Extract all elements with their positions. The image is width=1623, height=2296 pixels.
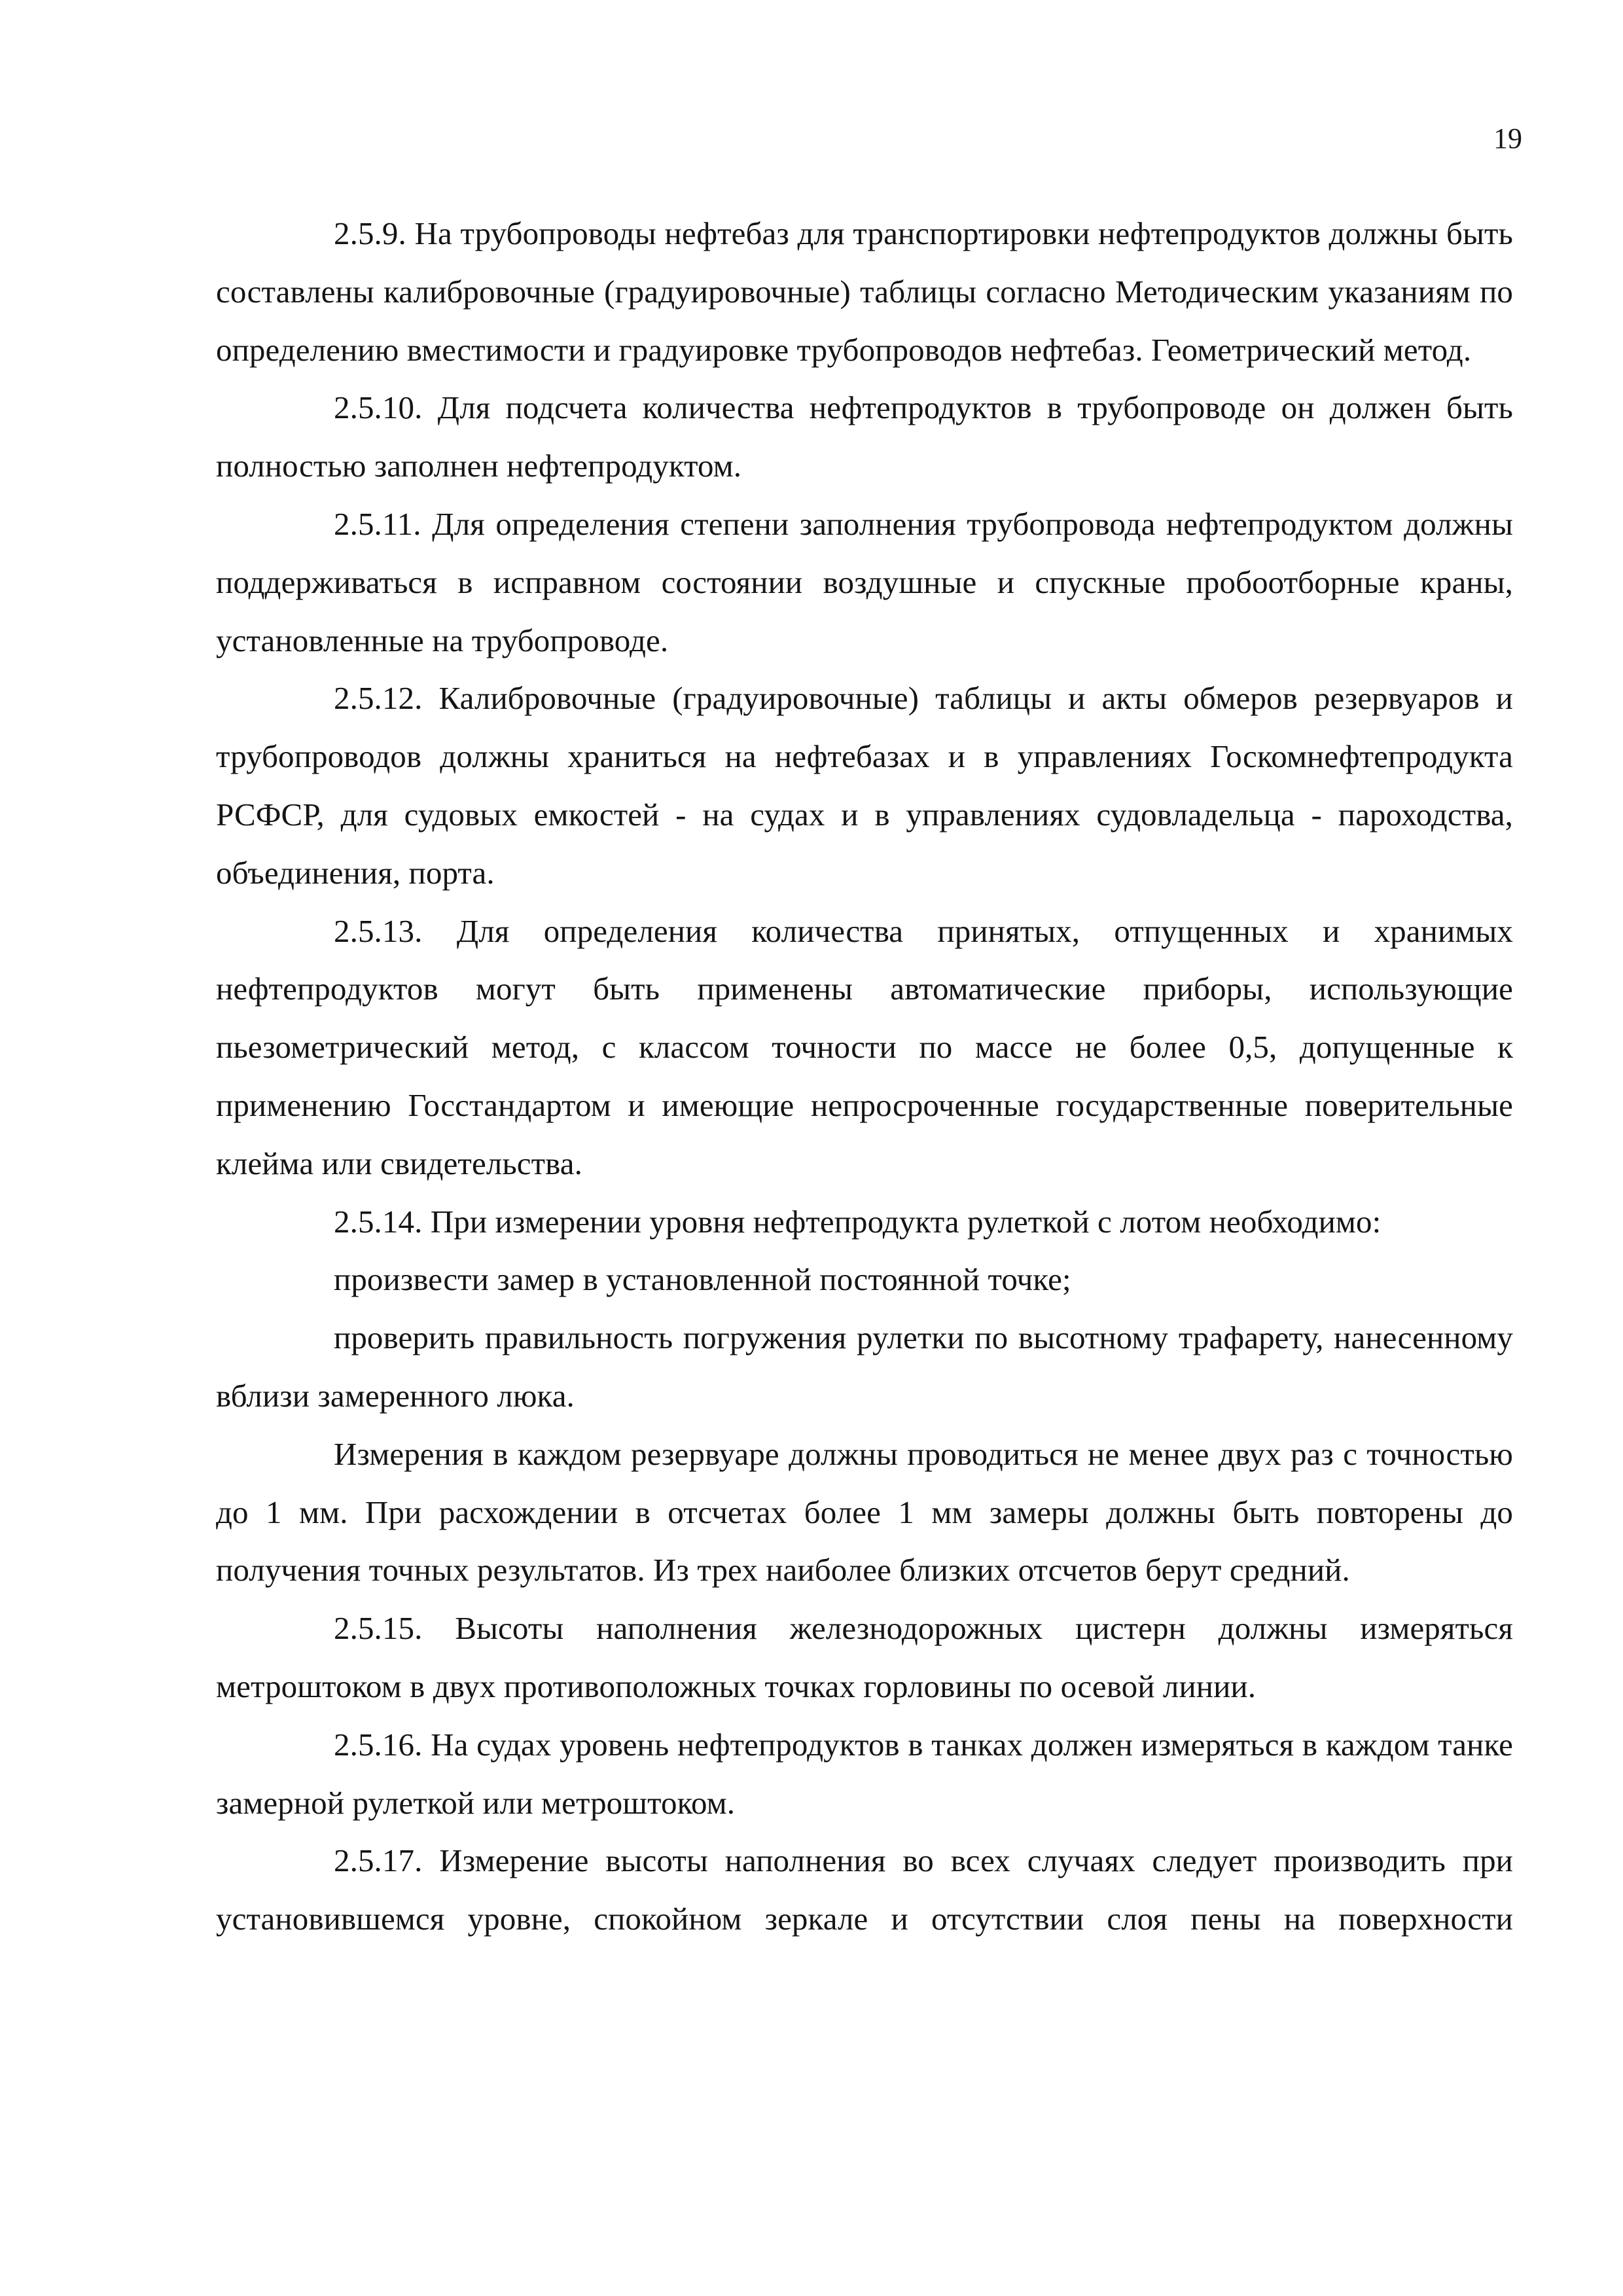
paragraph-2-5-13: 2.5.13. Для определения количества принятых, отпущенных и хранимых нефтепродуктов могут быть применены автоматические приборы, использующие пьезометрический метод, с классом точности по массе не более 0,5, допущенные к применению Госстандартом и имеющие непросроченные государственные поверительные клейма или свидетельства. (216, 912, 1513, 1181)
paragraph-2-5-16: 2.5.16. На судах уровень нефтепродуктов в танках должен измеряться в каждом танке замерной рулеткой или метроштоком. (216, 1726, 1513, 1821)
paragraph-2-5-14-item-2: проверить правильность погружения рулетки по высотному трафарету, нанесенному вблизи замеренного люка. (216, 1319, 1513, 1414)
paragraph-2-5-12: 2.5.12. Калибровочные (градуировочные) таблицы и акты обмеров резервуаров и трубопроводов должны храниться на нефтебазах и в управлениях Госкомнефтепродукта РСФСР, для судовых емкостей - на судах и в управлениях судовладельца - пароходства, объединения, порта. (216, 680, 1513, 891)
paragraph-2-5-9: 2.5.9. На трубопроводы нефтебаз для транспортировки нефтепродуктов должны быть составлены калибровочные (градуировочные) таблицы согласно Методическим указаниям по определению вместимости и градуировке трубопроводов нефтебаз. Геометрический метод. (216, 215, 1513, 368)
paragraph-2-5-14-item-1: произвести замер в установленной постоянной точке; (334, 1261, 1071, 1298)
paragraph-2-5-10: 2.5.10. Для подсчета количества нефтепродуктов в трубопроводе он должен быть полностью заполнен нефтепродуктом. (216, 389, 1513, 484)
paragraph-2-5-15: 2.5.15. Высоты наполнения железнодорожных цистерн должны измеряться метроштоком в двух противоположных точках горловины по осевой линии. (216, 1610, 1513, 1704)
paragraph-measurements: Измерения в каждом резервуаре должны проводиться не менее двух раз с точностью до 1 мм. При расхождении в отсчетах более 1 мм замеры должны быть повторены до получения точных результатов. Из трех наиболее близких отсчетов берут средний. (216, 1435, 1513, 1588)
paragraph-2-5-14: 2.5.14. При измерении уровня нефтепродукта рулеткой с лотом необходимо: (334, 1203, 1382, 1240)
paragraph-2-5-11: 2.5.11. Для определения степени заполнения трубопровода нефтепродуктом должны поддерживаться в исправном состоянии воздушные и спускные пробоотборные краны, установленные на трубопроводе. (216, 505, 1513, 658)
paragraph-2-5-17: 2.5.17. Измерение высоты наполнения во всех случаях следует производить при установившемся уровне, спокойном зеркале и отсутствии слоя пены на поверхности (216, 1842, 1513, 1937)
document-body (216, 205, 1513, 1948)
page-number: 19 (1493, 122, 1522, 154)
